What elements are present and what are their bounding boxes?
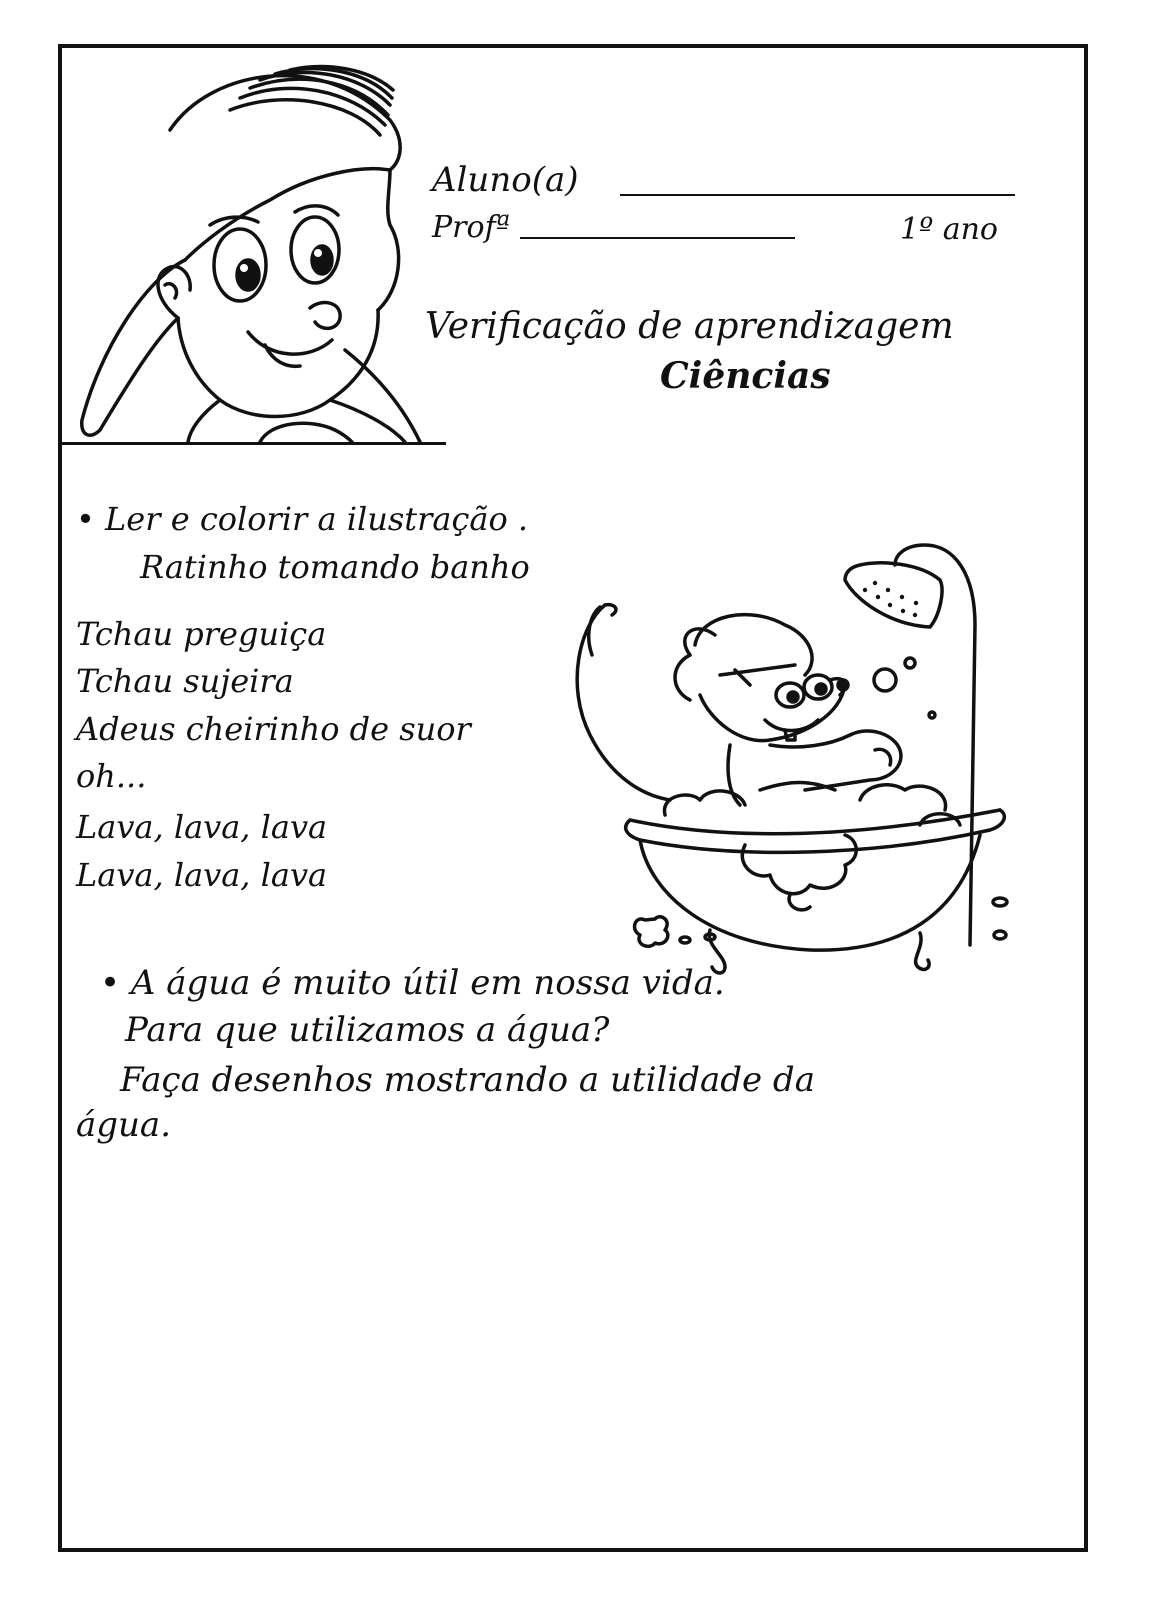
poem-line-2: Tchau sujeira xyxy=(76,662,294,700)
poem-line-5: Lava, lava, lava xyxy=(76,808,328,846)
subject-title: Ciências xyxy=(660,355,831,397)
student-label: Aluno(a) xyxy=(432,160,579,200)
question-line-1: • A água é muito útil em nossa vida. xyxy=(100,963,725,1003)
drawing-area[interactable] xyxy=(70,1160,1075,1540)
poem-line-6: Lava, lava, lava xyxy=(76,856,328,894)
student-name-field[interactable] xyxy=(620,194,1015,196)
poem-line-3: Adeus cheirinho de suor xyxy=(76,710,471,748)
question-line-2: Para que utilizamos a água? xyxy=(125,1010,610,1050)
question-line-3: Faça desenhos mostrando a utilidade da xyxy=(120,1060,815,1100)
boy-with-cap-illustration xyxy=(60,50,450,442)
grade-label: 1º ano xyxy=(900,212,998,247)
poem-line-1: Tchau preguiça xyxy=(76,615,327,653)
instruction-text: • Ler e colorir a ilustração . xyxy=(76,500,529,538)
question-line-4: água. xyxy=(76,1105,172,1145)
page-title: Verificação de aprendizagem xyxy=(425,306,954,347)
header-divider xyxy=(58,442,446,445)
poem-title: Ratinho tomando banho xyxy=(140,548,530,586)
teacher-name-field[interactable] xyxy=(520,237,795,239)
poem-line-4: oh... xyxy=(76,757,147,795)
teacher-label: Profª xyxy=(432,210,510,245)
mouse-bathing-illustration xyxy=(560,535,1020,975)
